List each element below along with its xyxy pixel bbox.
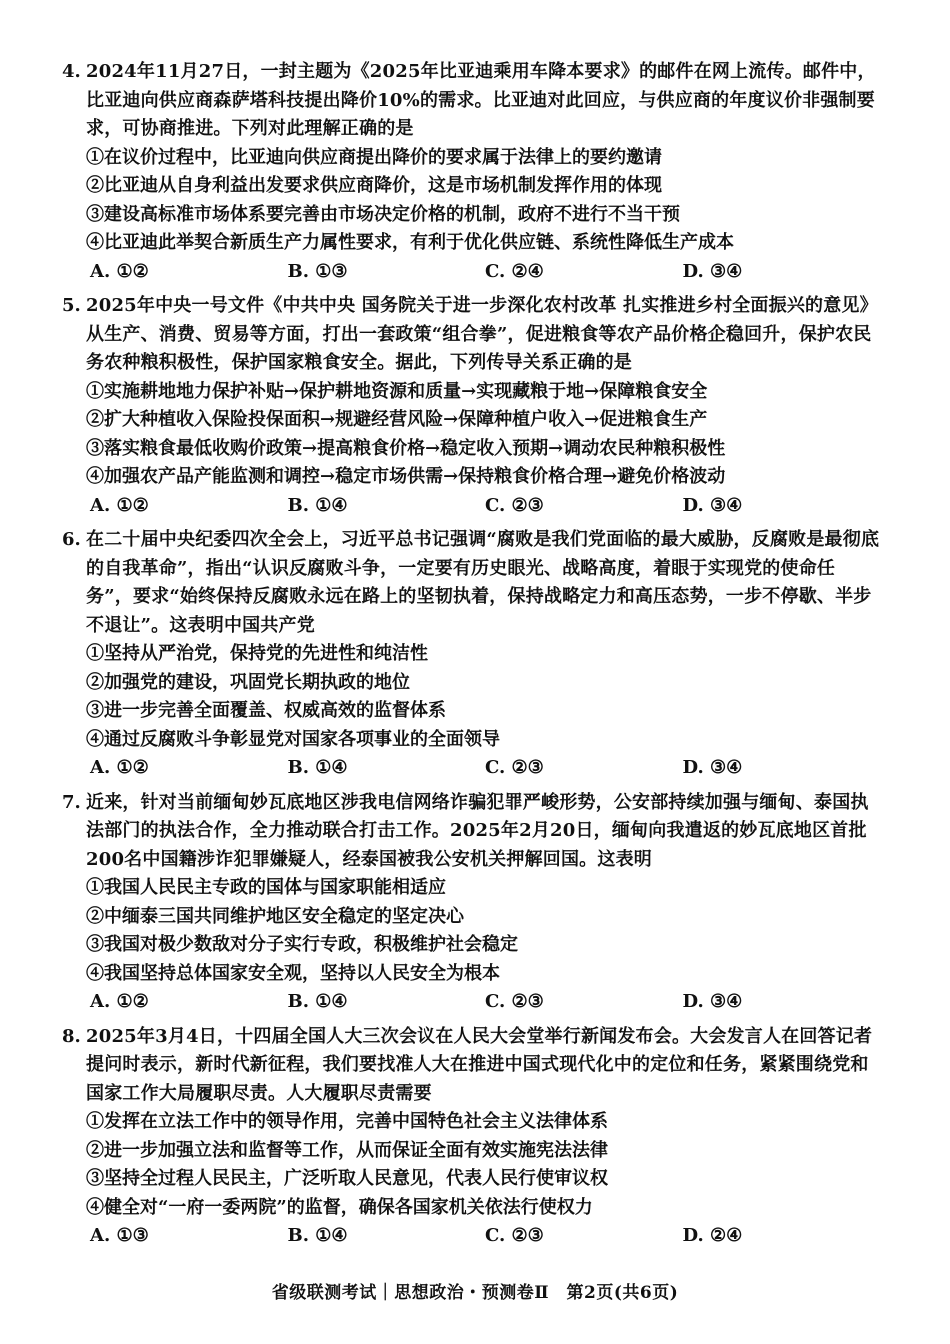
question-stem: 2025年中央一号文件《中共中央 国务院关于进一步深化农村改革 扎实推进乡村全面振兴的意见》从生产、消费、贸易等方面，打出一套政策“组合拳”，促进粮食等农产品价格企稳回升，保护农民务农种粮积极性，保护国家粮食安全。据此，下列传导关系正确的是 — [86, 295, 878, 373]
statement-option: ③落实粮食最低收购价政策→提高粮食价格→稳定收入预期→调动农民种粮积极性 — [86, 437, 726, 459]
answer-choice: D. ③④ — [682, 757, 743, 778]
statement-option: ②中缅泰三国共同维护地区安全稳定的坚定决心 — [86, 905, 464, 927]
question-number: 4. — [62, 61, 81, 82]
statement-option: ③我国对极少数敌对分子实行专政，积极维护社会稳定 — [86, 934, 518, 955]
answer-choice: A. ①② — [90, 260, 149, 282]
answer-choice: B. ①④ — [287, 757, 348, 778]
question-stem: 近来，针对当前缅甸妙瓦底地区涉我电信网络诈骗犯罪严峻形势，公安部持续加强与缅甸、泰国执法部门的执法合作，全力推动联合打击工作。2025年2月20日，缅甸向我遣返的妙瓦底地区首批200名中国籍涉诈犯罪嫌疑人，经泰国被我公安机关押解回国。这表明 — [86, 791, 869, 870]
statement-option: ④健全对“一府一委两院”的监督，确保各国家机关依法行使权力 — [86, 1196, 593, 1218]
question-5 — [62, 292, 880, 520]
statement-option: ①我国人民民主专政的国体与国家职能相适应 — [86, 877, 446, 898]
statement-option: ②加强党的建设，巩固党长期执政的地位 — [86, 671, 410, 693]
statement-option: ④比亚迪此举契合新质生产力属性要求，有利于优化供应链、系统性降低生产成本 — [86, 232, 734, 253]
answer-choices — [86, 492, 880, 521]
answer-choice: D. ③④ — [682, 494, 743, 516]
answer-choice: C. ②④ — [485, 260, 544, 282]
statement-option: ④我国坚持总体国家安全观，坚持以人民安全为根本 — [86, 962, 500, 984]
answer-choice: D. ②④ — [682, 1225, 743, 1246]
answer-choices — [86, 754, 880, 783]
answer-choice: C. ②③ — [485, 494, 544, 516]
answer-choice: A. ①② — [90, 494, 149, 516]
statement-option: ③建设高标准市场体系要完善由市场决定价格的机制，政府不进行不当干预 — [86, 203, 680, 225]
question-number: 8. — [62, 1025, 81, 1047]
statement-option: ③坚持全过程人民民主，广泛听取人民意见，代表人民行使审议权 — [86, 1168, 608, 1189]
answer-choice: B. ①④ — [287, 494, 348, 516]
answer-choice: D. ③④ — [682, 260, 743, 282]
answer-choice: A. ①③ — [90, 1225, 149, 1246]
question-8 — [62, 1023, 880, 1251]
statement-option: ②比亚迪从自身利益出发要求供应商降价，这是市场机制发挥作用的体现 — [86, 175, 662, 196]
statement-option: ①实施耕地地力保护补贴→保护耕地资源和质量→实现藏粮于地→保障粮食安全 — [86, 380, 708, 402]
statement-option: ①在议价过程中，比亚迪向供应商提出降价的要求属于法律上的要约邀请 — [86, 146, 662, 168]
answer-choice: C. ②③ — [485, 1225, 544, 1246]
question-7 — [62, 789, 880, 1017]
question-6 — [62, 526, 880, 783]
question-stem: 2024年11月27日，一封主题为《2025年比亚迪乘用车降本要求》的邮件在网上流传。邮件中，比亚迪向供应商森萨塔科技提出降价10%的需求。比亚迪对此回应，与供应商的年度议价非强制要求，可协商推进。下列对此理解正确的是 — [86, 61, 876, 139]
answer-choice: A. ①② — [90, 757, 149, 778]
statement-option: ②进一步加强立法和监督等工作，从而保证全面有效实施宪法法律 — [86, 1139, 608, 1161]
question-4 — [62, 58, 880, 286]
statement-option: ④加强农产品产能监测和调控→稳定市场供需→保持粮食价格合理→避免价格波动 — [86, 466, 726, 487]
question-stem: 在二十届中央纪委四次全会上，习近平总书记强调“腐败是我们党面临的最大威胁，反腐败是最彻底的自我革命”，指出“认识反腐败斗争，一定要有历史眼光、战略高度，着眼于实现党的使命任务”，要求“始终保持反腐败永远在路上的坚韧执着，保持战略定力和高压态势，一步不停歇、半步不退让”。这表明中国共产党 — [86, 529, 880, 636]
question-stem: 2025年3月4日，十四届全国人大三次会议在人民大会堂举行新闻发布会。大会发言人在回答记者提问时表示，新时代新征程，我们要找准人大在推进中国式现代化中的定位和任务，紧紧围绕党和国家工作大局履职尽责。人大履职尽责需要 — [86, 1025, 873, 1104]
answer-choice: C. ②③ — [485, 991, 544, 1012]
question-number: 5. — [62, 295, 81, 316]
statement-option: ④通过反腐败斗争彰显党对国家各项事业的全面领导 — [86, 728, 500, 750]
answer-choices — [86, 1222, 880, 1251]
answer-choice: B. ①④ — [287, 991, 348, 1012]
answer-choice: B. ①④ — [287, 1225, 348, 1246]
statement-option: ①坚持从严治党，保持党的先进性和纯洁性 — [86, 643, 428, 664]
answer-choice: B. ①③ — [287, 260, 348, 282]
statement-option: ②扩大种植收入保险投保面积→规避经营风险→保障种植户收入→促进粮食生产 — [86, 409, 708, 430]
question-list — [62, 58, 880, 1251]
question-number: 6. — [62, 529, 81, 550]
answer-choice: A. ①② — [90, 991, 149, 1012]
answer-choice: C. ②③ — [485, 757, 544, 778]
page-footer: 省级联测考试｜思想政治・预测卷Ⅱ 第2页(共6页) — [271, 1283, 679, 1303]
statement-option: ①发挥在立法工作中的领导作用，完善中国特色社会主义法律体系 — [86, 1111, 608, 1132]
answer-choices — [86, 258, 880, 287]
answer-choice: D. ③④ — [682, 991, 743, 1012]
answer-choices — [86, 988, 880, 1017]
statement-option: ③进一步完善全面覆盖、权威高效的监督体系 — [86, 700, 446, 721]
question-number: 7. — [62, 791, 81, 813]
